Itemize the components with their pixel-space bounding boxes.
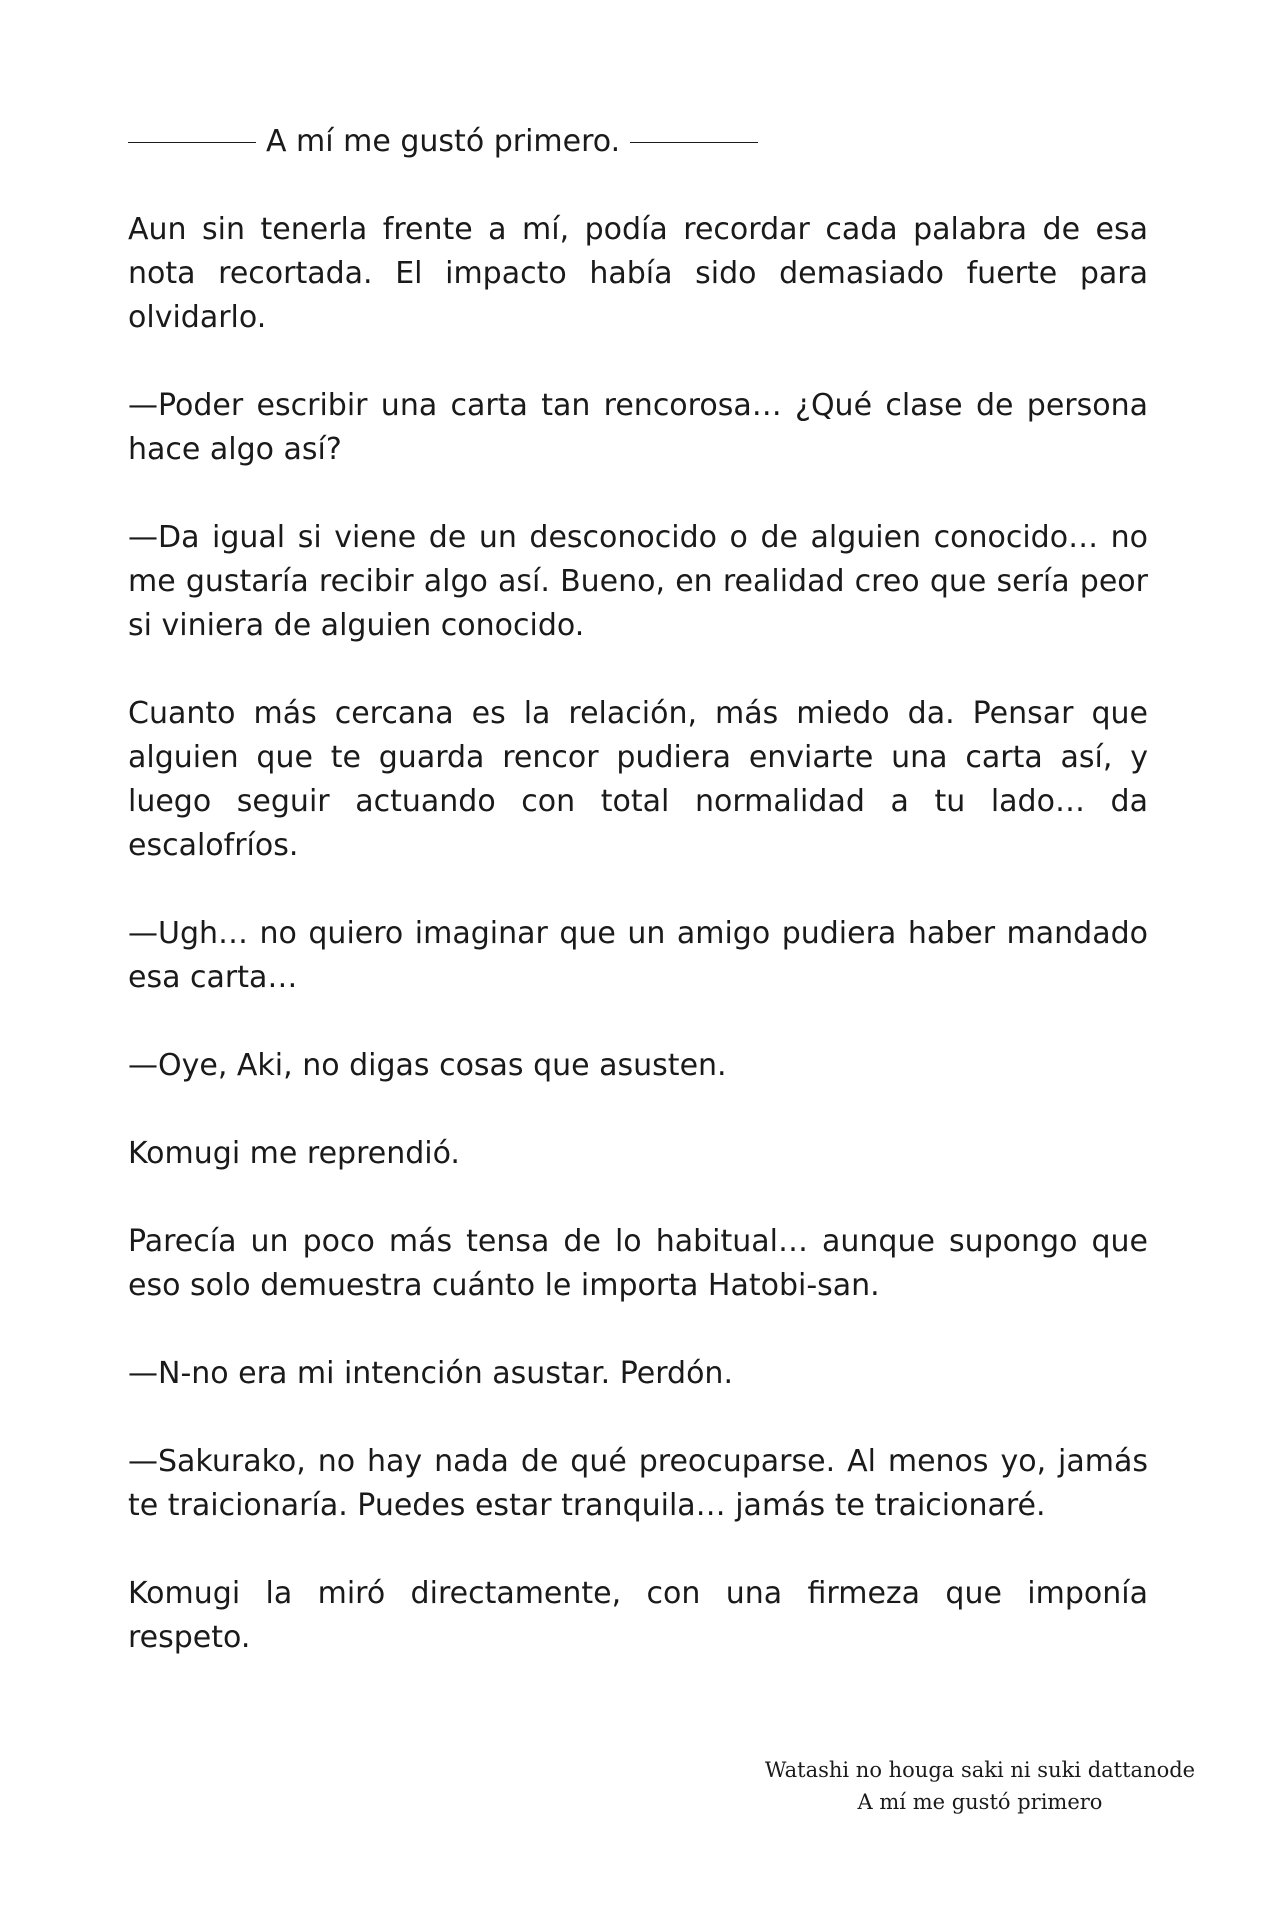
paragraph-6: —Oye, Aki, no digas cosas que asusten. bbox=[128, 1048, 727, 1083]
page-content bbox=[128, 120, 1148, 1704]
heading-rule-left bbox=[128, 142, 256, 143]
paragraph-8: Parecía un poco más tensa de lo habitual… aunque supongo que eso solo demuestra cuánto le importa Hatobi-san. bbox=[128, 1224, 1148, 1303]
paragraph-1: Aun sin tenerla frente a mí, podía recordar cada palabra de esa nota recortada. El impacto había sido demasiado fuerte para olvidarlo. bbox=[128, 212, 1148, 335]
paragraph-5: —Ugh… no quiero imaginar que un amigo pudiera haber mandado esa carta… bbox=[128, 916, 1148, 995]
paragraph-4: Cuanto más cercana es la relación, más miedo da. Pensar que alguien que te guarda rencor pudiera enviarte una carta así, y luego seguir actuando con total normalidad a tu lado… da escalofríos. bbox=[128, 696, 1148, 863]
paragraph-9: —N-no era mi intención asustar. Perdón. bbox=[128, 1356, 733, 1391]
paragraph-7: Komugi me reprendió. bbox=[128, 1136, 460, 1171]
footer-original-title: Watashi no houga saki ni suki dattanode bbox=[764, 1758, 1196, 1782]
paragraph-2: —Poder escribir una carta tan rencorosa… ¿Qué clase de persona hace algo así? bbox=[128, 388, 1148, 467]
paragraph-11: Komugi la miró directamente, con una firmeza que imponía respeto. bbox=[128, 1576, 1148, 1655]
page-footer bbox=[720, 1754, 1240, 1818]
paragraph-3: —Da igual si viene de un desconocido o de alguien conocido… no me gustaría recibir algo así. Bueno, en realidad creo que sería peor si viniera de alguien conocido. bbox=[128, 520, 1148, 643]
section-heading bbox=[128, 120, 1148, 164]
footer-translated-title: A mí me gustó primero bbox=[857, 1790, 1103, 1814]
heading-text: A mí me gustó primero. bbox=[266, 124, 621, 159]
paragraph-10: —Sakurako, no hay nada de qué preocuparse. Al menos yo, jamás te traicionaría. Puedes estar tranquila… jamás te traicionaré. bbox=[128, 1444, 1148, 1523]
heading-rule-right bbox=[630, 142, 758, 143]
